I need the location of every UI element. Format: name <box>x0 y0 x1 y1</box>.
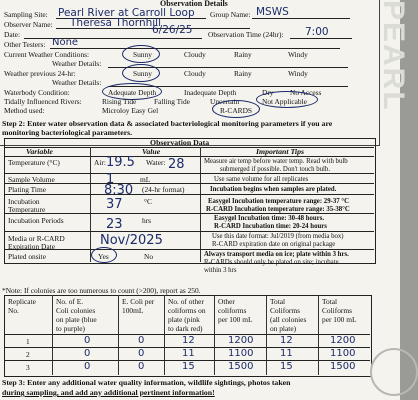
row-volume-tip1: Use same volume for all replicates <box>214 176 309 183</box>
colony-row-2-ecoli-per100: 0 <box>138 348 145 359</box>
method-label: Method used: <box>4 106 45 115</box>
weather-previous-label: Weather previous 24-hr: <box>4 69 76 78</box>
sampling-site-label: Sampling Site: <box>4 10 48 19</box>
colony-header-6-2: per 100 mL <box>322 315 357 324</box>
col-value-header: Value <box>142 147 161 156</box>
colony-col-divider-5 <box>266 295 267 375</box>
colony-row-3-replicate: 3 <box>26 363 30 372</box>
watermark-text: PEARL <box>377 0 410 112</box>
colony-header-3-2: plate (pink <box>168 315 200 324</box>
observation-details-title: Observation Details <box>160 0 228 8</box>
colony-row-2-replicate: 2 <box>26 350 30 359</box>
colony-row-1-other: 12 <box>182 335 195 346</box>
observation-time-underline <box>290 38 352 39</box>
colony-col-divider-1 <box>52 295 53 375</box>
waterbody-inadequate: Inadequate Depth <box>184 88 237 97</box>
colony-header-5-0: Total <box>270 297 286 306</box>
colony-col-divider-6 <box>318 295 319 375</box>
colony-row-3-ecoli-per100: 0 <box>138 361 145 372</box>
row-temperature-tip2: submerged if possible. Don't touch bulb. <box>220 166 331 173</box>
colony-header-4-0: Other <box>218 297 235 306</box>
colony-row-1-other-per100: 1200 <box>228 335 254 346</box>
row-incperiod-tip1: Easygel Incubation time: 30-48 hours. <box>214 215 325 222</box>
row-inctemp-tip1: Easygel Incubation temperature range: 29-37 °C <box>208 198 349 205</box>
row-temperature-variable: Temperature (°C) <box>8 158 60 167</box>
sampling-site-value: Pearl River at Carroll Loop <box>58 7 195 19</box>
colony-row-3-other: 15 <box>182 361 195 372</box>
row-inctemp-variable2: Temperature <box>8 205 46 214</box>
colony-header-4-2: per 100 mL <box>218 315 253 324</box>
obs-col-divider-2 <box>200 147 201 262</box>
colony-header-1-1: Coli colonies <box>56 306 96 315</box>
row-plated-no: No <box>144 252 154 261</box>
colony-row-2-total: 11 <box>280 348 293 359</box>
row-incperiod-tip2: R-CARD Incubation time: 20-24 hours <box>214 223 327 230</box>
date-value: 6/26/25 <box>152 24 193 36</box>
current-weather-cloudy: Cloudy <box>184 50 206 59</box>
colony-header-3-0: No. of other <box>168 297 204 306</box>
col-tips-header: Important Tips <box>256 147 305 156</box>
waterbody-no-access: No Access <box>290 88 322 97</box>
obs-table-rule-3 <box>4 183 374 184</box>
observation-data-title: Observation Data <box>150 138 210 147</box>
colony-row-3-total: 15 <box>280 361 293 372</box>
weather-previous-sunny: Sunny <box>133 69 152 78</box>
row-media-value: Nov/2025 <box>100 233 163 248</box>
colony-row-1-replicate: 1 <box>26 337 30 346</box>
row-inctemp-unit: °C <box>144 197 152 206</box>
current-weather-rainy: Rainy <box>234 50 252 59</box>
obs-col-divider-1 <box>90 147 91 262</box>
colony-header-3-1: coliforms on <box>168 306 206 315</box>
colony-header-1-0: No. of E. <box>56 297 84 306</box>
colony-header-1-3: to purple) <box>56 324 85 333</box>
row-temperature-water-value: 28 <box>168 157 185 172</box>
step3-line2: during sampling, and add any additional pertinent information! <box>2 388 215 397</box>
current-weather-sunny: Sunny <box>133 50 152 59</box>
colony-header-2-1: 100mL <box>122 306 144 315</box>
colony-row-1-ecoli: 0 <box>84 335 91 346</box>
group-name-underline <box>252 18 350 19</box>
colony-note: *Note: If colonies are too numerous to count (>200), report as 250. <box>2 286 201 295</box>
obs-table-rule-0 <box>4 147 374 148</box>
step2-intro: Step 2: Enter water observation data & associated bacteriological monitoring parameters if you are <box>2 119 333 128</box>
colony-row-1-total: 12 <box>280 335 293 346</box>
row-plated-yes: Yes <box>98 252 109 261</box>
colony-header-5-1: Coliforms <box>270 306 300 315</box>
tidal-falling: Falling Tide <box>154 97 190 106</box>
current-weather-label: Current Weather Conditions: <box>4 50 90 59</box>
col-variable-header: Variable <box>26 147 53 156</box>
tidal-not-applicable-circle <box>256 91 318 108</box>
waterbody-label: Waterbody Condition: <box>4 88 70 97</box>
row-inctemp-tip2: R-CARD Incubation temperature range: 35-38°C <box>206 206 350 213</box>
colony-row-2-other: 11 <box>182 348 195 359</box>
other-testers-underline <box>50 48 340 49</box>
colony-header-4-1: coliforms <box>218 306 247 315</box>
other-testers-label: Other Testers: <box>4 40 46 49</box>
row-inctemp-value: 37 <box>106 197 123 212</box>
current-weather-sunny-circle <box>122 45 160 63</box>
row-incperiod-unit: hrs <box>142 216 152 225</box>
obs-table-rule-4 <box>4 194 374 195</box>
seal-stamp <box>370 348 418 396</box>
colony-header-0-1: No. <box>8 306 19 315</box>
observer-name-value: Theresa Thornhill <box>70 17 162 29</box>
colony-header-5-2: (all colonies <box>270 315 307 324</box>
row-plating-value: 8:30 <box>104 183 134 198</box>
observer-name-label: Observer Name: <box>4 20 53 29</box>
colony-row-1-total-per100: 1200 <box>330 335 356 346</box>
observation-time-label: Observation Time (24hr): <box>208 30 284 39</box>
colony-row-3-ecoli: 0 <box>84 361 91 372</box>
colony-col-divider-2 <box>118 295 119 375</box>
row-volume-variable: Sample Volume <box>8 175 55 184</box>
weather-previous-rainy: Rainy <box>234 69 252 78</box>
colony-header-3-3: to dark red) <box>168 324 203 333</box>
colony-row-3-total-per100: 1500 <box>330 361 356 372</box>
weather-details-label-1: Weather Details: <box>52 59 102 68</box>
row-plating-tip1: Incubation begins when samples are plated. <box>210 186 337 193</box>
colony-row-2-other-per100: 1100 <box>228 348 254 359</box>
waterbody-dry: Dry <box>262 88 274 97</box>
row-media-tip1: Use this date format: Jul/2019 (from media box) <box>212 233 344 240</box>
current-weather-windy: Windy <box>288 50 308 59</box>
row-plated-tip2: R-CARDs should only be plated on site; incubate <box>204 259 339 266</box>
tidal-not-applicable: Not Applicable <box>262 97 307 106</box>
colony-header-5-3: on plate) <box>270 324 297 333</box>
waterbody-adequate: Adequate Depth <box>108 88 157 97</box>
row-incperiod-variable: Incubation Periods <box>8 216 64 225</box>
row-plated-yes-circle <box>91 247 117 263</box>
row-media-tip2: R-CARD expiration date on original package <box>212 241 336 248</box>
date-underline <box>24 38 202 39</box>
row-plated-tip1: Always transport media on ice; plate within 3 hrs. <box>204 251 349 258</box>
row-temperature-tip1: Measure air temp before water temp. Read with bulb <box>204 158 348 165</box>
tidal-rising: Rising Tide <box>102 97 137 106</box>
obs-table-rule-2 <box>4 173 374 174</box>
step2-intro-2: monitoring bacteriological parameters. <box>2 128 133 137</box>
colony-row-2-ecoli: 0 <box>84 348 91 359</box>
row-media-variable2: Expiration Date <box>8 242 55 251</box>
method-rcards: R-CARDS <box>220 106 253 115</box>
colony-header-6-1: Coliforms <box>322 306 352 315</box>
row-temperature-water-label: Water: <box>146 158 166 167</box>
weather-details-label-2: Weather Details: <box>52 78 102 87</box>
colony-header-0-0: Replicate <box>8 297 36 306</box>
step3-line1: Step 3: Enter any additional water quality information, wildlife sightings, photos taken <box>2 378 291 387</box>
row-plating-unit: (24-hr format) <box>142 185 185 194</box>
colony-row-3-other-per100: 1500 <box>228 361 254 372</box>
row-temperature-air-label: Air: <box>94 158 106 167</box>
group-name-label: Group Name: <box>210 10 251 19</box>
row-volume-value: 1 <box>106 172 115 187</box>
tidal-label: Tidally Influenced Rivers: <box>4 97 82 106</box>
method-easygel: Microloy Easy Gel <box>102 106 159 115</box>
colony-header-2-0: E. Coli per <box>122 297 155 306</box>
row-media-variable: Media or R-CARD <box>8 234 65 243</box>
colony-row-1-ecoli-per100: 0 <box>138 335 145 346</box>
weather-previous-windy: Windy <box>288 69 308 78</box>
colony-header-6-0: Total <box>322 297 338 306</box>
row-inctemp-variable: Incubation <box>8 197 40 206</box>
colony-header-1-2: on plate (blue <box>56 315 97 324</box>
row-incperiod-value: 23 <box>106 217 123 232</box>
observation-time-value: 7:00 <box>305 26 329 38</box>
row-temperature-air-value: 19.5 <box>106 155 135 170</box>
colony-col-divider-3 <box>164 295 165 375</box>
method-rcards-circle <box>212 100 260 118</box>
date-label: Date: <box>4 30 21 39</box>
colony-col-divider-4 <box>214 295 215 375</box>
weather-previous-sunny-circle <box>122 64 160 82</box>
other-testers-value: None <box>52 37 79 48</box>
group-name-value: MSWS <box>256 6 289 18</box>
weather-previous-cloudy: Cloudy <box>184 69 206 78</box>
row-plating-variable: Plating Time <box>8 185 46 194</box>
row-volume-unit: mL <box>140 175 151 184</box>
tidal-uncertain: Uncertain <box>210 97 240 106</box>
colony-row-2-total-per100: 1100 <box>330 348 356 359</box>
row-plated-tip3: within 3 hrs <box>204 267 237 274</box>
row-plated-variable: Plated onsite <box>8 252 46 261</box>
